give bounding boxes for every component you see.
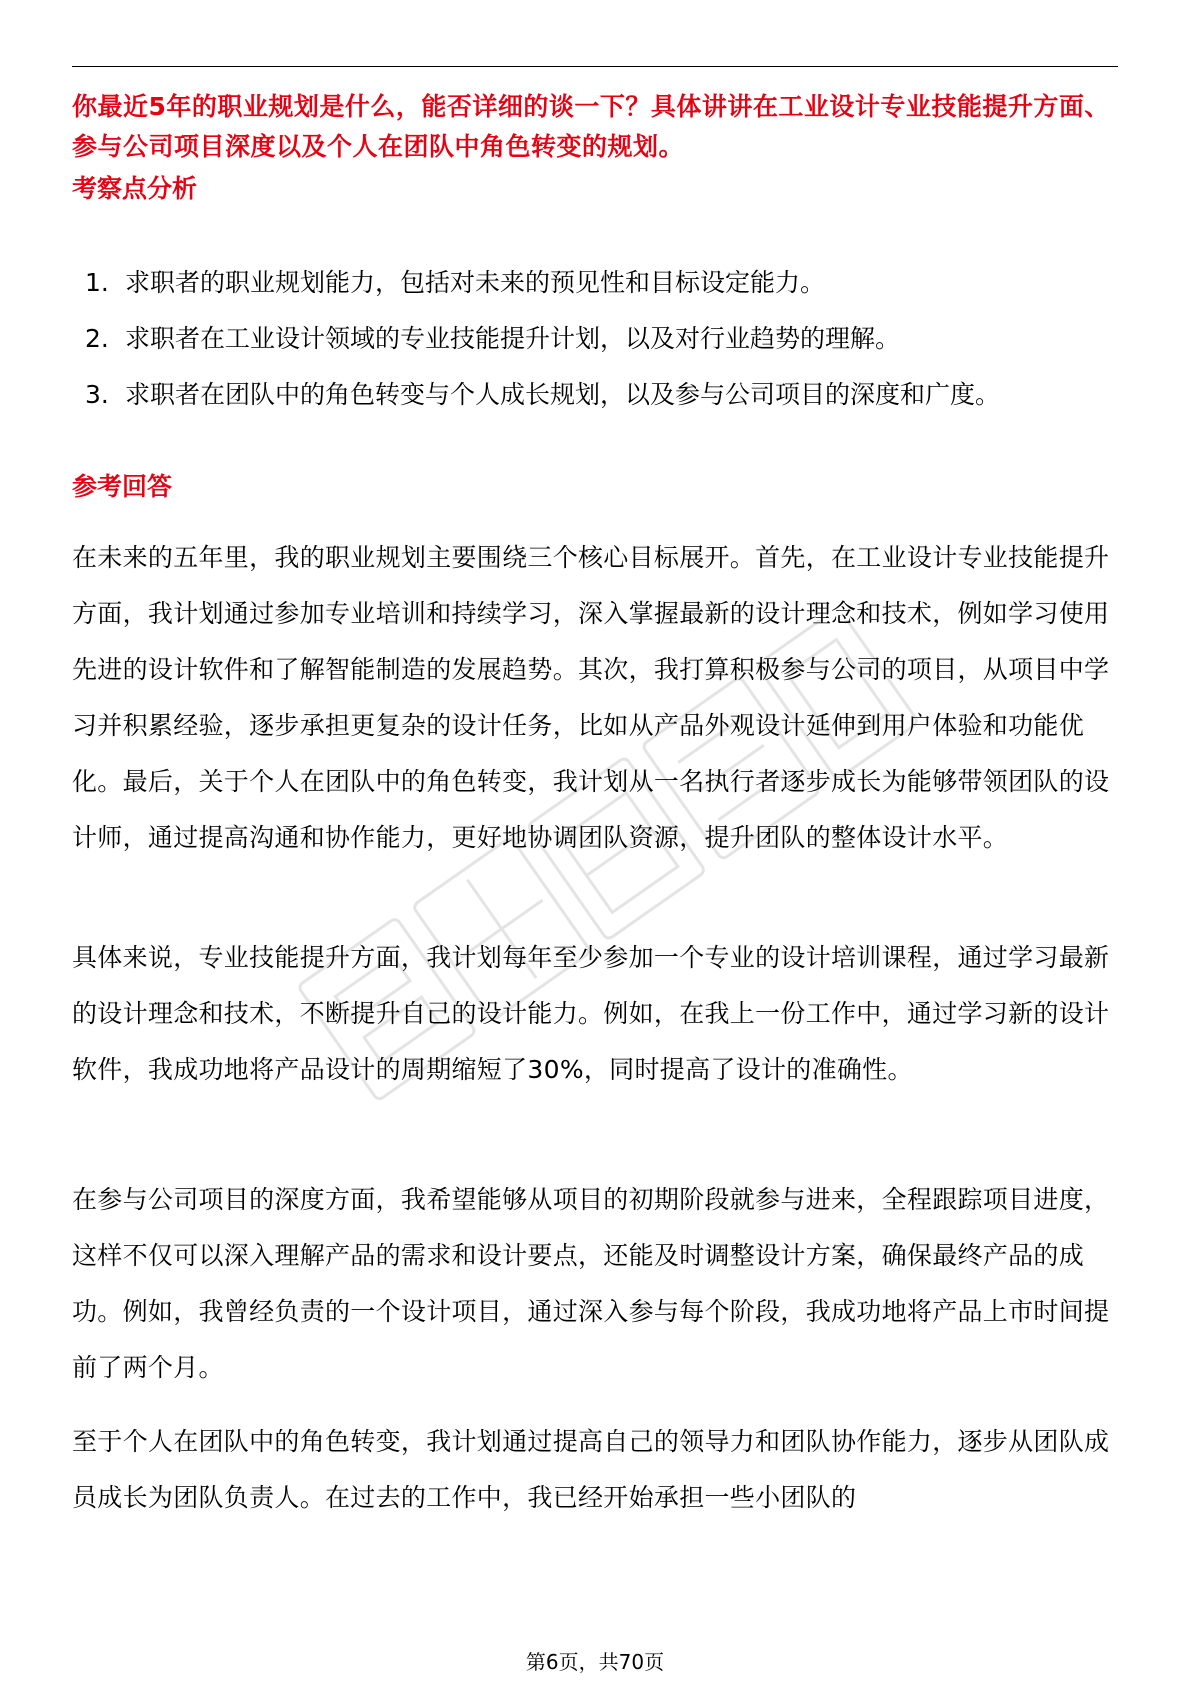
list-item	[72, 367, 1132, 423]
analysis-list	[72, 255, 1132, 423]
list-item-text: 求职者的职业规划能力，包括对未来的预见性和目标设定能力。	[125, 268, 826, 297]
list-item	[72, 311, 1132, 367]
answer-paragraph: 具体来说，专业技能提升方面，我计划每年至少参加一个专业的设计培训课程，通过学习最新的设计理念和技术，不断提升自己的设计能力。例如，在我上一份工作中，通过学习新的设计软件，我成功地将产品设计的周期缩短了30%，同时提高了设计的准确性。	[72, 943, 1110, 1084]
list-item-text: 求职者在工业设计领域的专业技能提升计划，以及对行业趋势的理解。	[125, 324, 901, 353]
interview-question: 你最近5年的职业规划是什么，能否详细的谈一下？具体讲讲在工业设计专业技能提升方面、参与公司项目深度以及个人在团队中角色转变的规划。	[72, 92, 1110, 161]
page-number: 第6页，共70页	[525, 1650, 665, 1674]
answer-paragraph: 至于个人在团队中的角色转变，我计划通过提高自己的领导力和团队协作能力，逐步从团队成员成长为团队负责人。在过去的工作中，我已经开始承担一些小团队的	[72, 1427, 1110, 1512]
analysis-heading: 考察点分析	[72, 174, 198, 203]
list-item-number: 1.	[85, 268, 109, 297]
answer-paragraph: 在参与公司项目的深度方面，我希望能够从项目的初期阶段就参与进来，全程跟踪项目进度，这样不仅可以深入理解产品的需求和设计要点，还能及时调整设计方案，确保最终产品的成功。例如，我曾经负责的一个设计项目，通过深入参与每个阶段，我成功地将产品上市时间提前了两个月。	[72, 1185, 1110, 1382]
list-item-text: 求职者在团队中的角色转变与个人成长规划，以及参与公司项目的深度和广度。	[125, 380, 1001, 409]
list-item	[72, 255, 1132, 311]
list-item-number: 2.	[85, 324, 109, 353]
list-item-number: 3.	[85, 380, 109, 409]
answer-paragraph: 在未来的五年里，我的职业规划主要围绕三个核心目标展开。首先，在工业设计专业技能提升方面，我计划通过参加专业培训和持续学习，深入掌握最新的设计理念和技术，例如学习使用先进的设计软件和了解智能制造的发展趋势。其次，我打算积极参与公司的项目，从项目中学习并积累经验，逐步承担更复杂的设计任务，比如从产品外观设计延伸到用户体验和功能优化。最后，关于个人在团队中的角色转变，我计划从一名执行者逐步成长为能够带领团队的设计师，通过提高沟通和协作能力，更好地协调团队资源，提升团队的整体设计水平。	[72, 543, 1110, 852]
answer-heading: 参考回答	[72, 472, 173, 501]
top-divider	[72, 66, 1118, 67]
